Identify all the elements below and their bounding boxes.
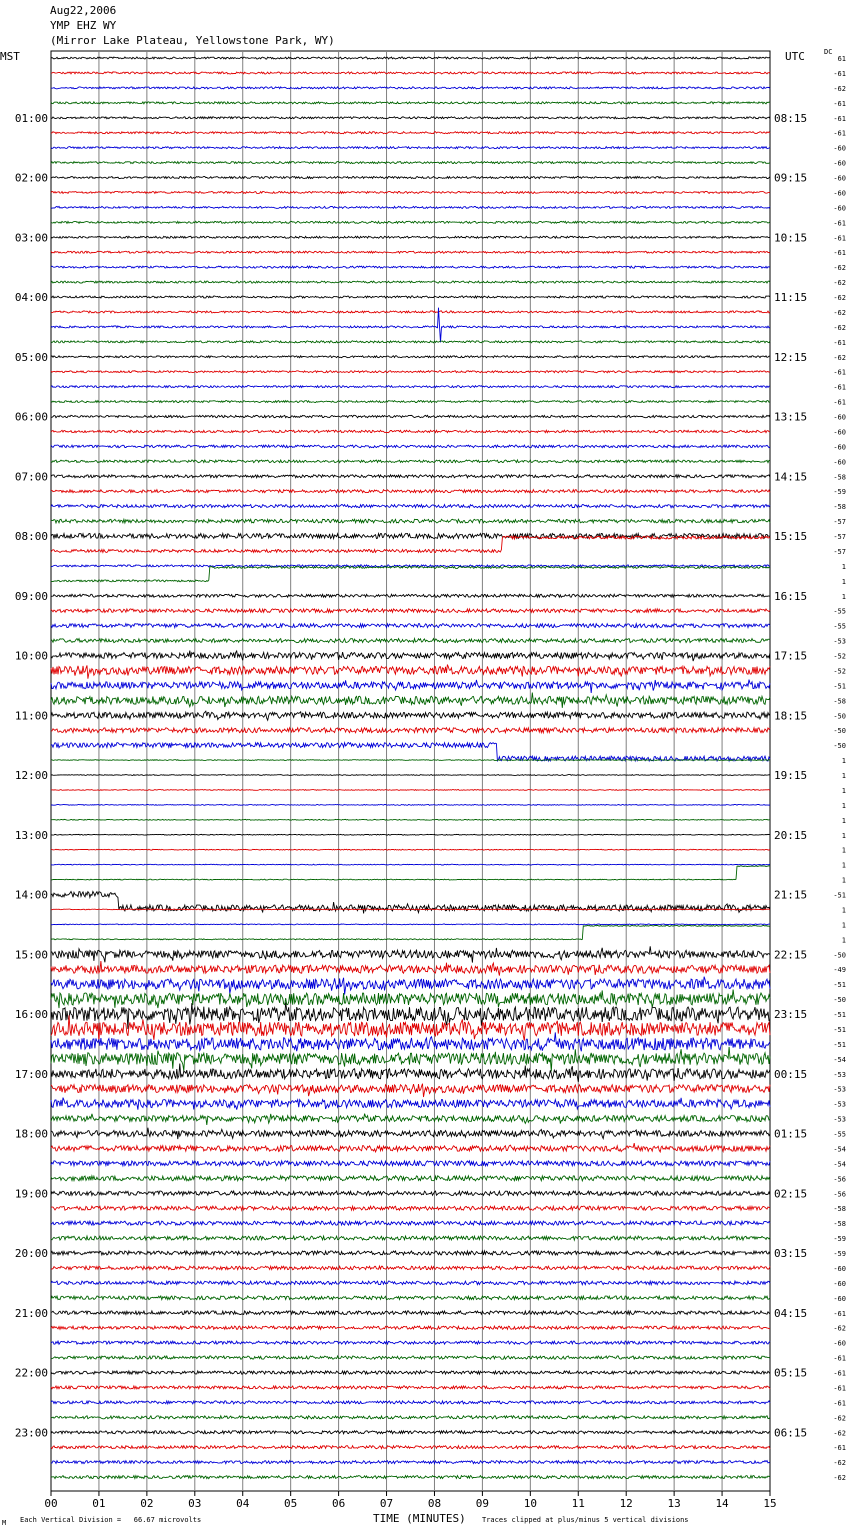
dc-offset-label: -62 bbox=[833, 1414, 846, 1423]
dc-offset-label: -50 bbox=[833, 742, 846, 751]
dc-offset-label: -54 bbox=[833, 1145, 846, 1154]
dc-offset-label: 1 bbox=[841, 757, 846, 766]
dc-offset-label: -62 bbox=[833, 308, 846, 317]
dc-offset-label: 61 bbox=[837, 55, 846, 63]
dc-offset-label: -55 bbox=[833, 607, 846, 616]
seismic-trace bbox=[51, 961, 770, 976]
dc-offset-label: -62 bbox=[833, 1459, 846, 1468]
dc-offset-label: -60 bbox=[833, 159, 846, 168]
seismic-trace bbox=[51, 296, 770, 298]
dc-offset-label: -60 bbox=[833, 1279, 846, 1288]
utc-hour-label: 12:15 bbox=[774, 350, 808, 364]
dc-offset-label: -61 bbox=[833, 129, 846, 138]
dc-offset-label: -60 bbox=[833, 428, 846, 437]
dc-offset-label: -59 bbox=[833, 1250, 846, 1258]
seismic-trace bbox=[51, 1371, 770, 1374]
seismic-trace bbox=[51, 805, 770, 806]
dc-offset-label: -52 bbox=[833, 652, 846, 661]
utc-hour-label: 02:15 bbox=[774, 1187, 808, 1201]
x-axis-title: TIME (MINUTES) bbox=[373, 1512, 466, 1525]
utc-hour-label: 15:15 bbox=[774, 530, 808, 543]
dc-offset-label: -61 bbox=[833, 1369, 846, 1378]
seismic-trace bbox=[51, 87, 770, 89]
utc-hour-label: 03:15 bbox=[774, 1247, 808, 1260]
x-tick-label: 14 bbox=[715, 1497, 729, 1510]
dc-offset-label: -51 bbox=[833, 682, 846, 691]
dc-offset-label: -54 bbox=[833, 1055, 846, 1064]
x-tick-label: 10 bbox=[523, 1497, 537, 1510]
seismic-trace bbox=[51, 609, 770, 613]
dc-offset-label: 1 bbox=[841, 906, 846, 915]
dc-offset-label: -61 bbox=[833, 1444, 846, 1453]
seismic-trace bbox=[51, 866, 770, 880]
x-tick-label: 01 bbox=[92, 1497, 106, 1510]
seismic-trace bbox=[51, 1143, 770, 1152]
dc-offset-label: -50 bbox=[833, 727, 846, 736]
dc-offset-label: -53 bbox=[833, 637, 846, 646]
seismic-trace bbox=[51, 236, 770, 238]
x-tick-label: 13 bbox=[667, 1497, 681, 1510]
seismic-trace bbox=[51, 311, 770, 313]
dc-offset-label: -50 bbox=[833, 712, 846, 721]
x-tick-label: 09 bbox=[475, 1497, 490, 1510]
seismic-trace bbox=[51, 191, 770, 193]
dc-offset-label: -50 bbox=[833, 996, 846, 1005]
dc-offset-label: -60 bbox=[833, 204, 846, 213]
utc-hour-label: 17:15 bbox=[774, 649, 808, 663]
seismic-trace bbox=[51, 266, 770, 268]
dc-offset-label: -62 bbox=[833, 294, 846, 302]
x-tick-label: 00 bbox=[44, 1497, 58, 1510]
dc-offset-label: -61 bbox=[833, 219, 846, 228]
utc-hour-label: 10:15 bbox=[774, 231, 808, 245]
seismic-trace bbox=[51, 743, 770, 761]
dc-offset-label: -62 bbox=[833, 264, 846, 273]
dc-offset-label: -60 bbox=[833, 189, 846, 198]
mst-hour-label: 10:00 bbox=[14, 649, 48, 663]
mst-hour-label: 09:00 bbox=[14, 589, 48, 603]
mst-hour-label: 03:00 bbox=[14, 231, 48, 245]
x-tick-label: 12 bbox=[619, 1497, 633, 1510]
left-timezone-label: MST bbox=[0, 50, 20, 63]
mst-hour-label: 11:00 bbox=[14, 709, 48, 723]
dc-offset-label: -60 bbox=[833, 458, 846, 467]
seismic-trace bbox=[51, 1476, 770, 1479]
mst-hour-label: 22:00 bbox=[14, 1366, 48, 1380]
dc-offset-label: -61 bbox=[833, 114, 846, 123]
seismic-trace bbox=[51, 624, 770, 628]
dc-offset-label: -51 bbox=[833, 891, 846, 900]
dc-offset-label: -62 bbox=[833, 1429, 846, 1438]
dc-offset-label: -62 bbox=[833, 84, 846, 93]
seismic-trace bbox=[51, 760, 770, 761]
seismic-trace bbox=[51, 132, 770, 134]
seismic-trace bbox=[51, 1161, 770, 1166]
seismic-trace bbox=[51, 206, 770, 208]
utc-hour-label: 08:15 bbox=[774, 111, 808, 125]
x-tick-label: 02 bbox=[140, 1497, 154, 1510]
seismic-trace bbox=[51, 651, 770, 662]
dc-offset-label: -62 bbox=[833, 279, 846, 288]
seismic-trace bbox=[51, 490, 770, 493]
dc-offset-label: -61 bbox=[833, 1399, 846, 1408]
seismic-trace bbox=[51, 1251, 770, 1255]
seismic-trace bbox=[51, 775, 770, 776]
dc-offset-label: -60 bbox=[833, 413, 846, 422]
seismic-trace bbox=[51, 790, 770, 791]
dc-offset-label: -51 bbox=[833, 981, 846, 990]
seismic-trace bbox=[51, 1326, 770, 1329]
seismic-trace bbox=[51, 925, 770, 939]
utc-hour-label: 14:15 bbox=[774, 470, 808, 484]
seismic-trace bbox=[51, 102, 770, 104]
dc-offset-label: 1 bbox=[841, 876, 846, 885]
seismic-trace bbox=[51, 460, 770, 463]
seismic-trace bbox=[51, 1431, 770, 1434]
seismic-trace bbox=[51, 680, 770, 693]
seismic-trace bbox=[51, 924, 770, 925]
seismic-trace bbox=[51, 147, 770, 149]
mst-hour-label: 05:00 bbox=[14, 350, 48, 364]
seismic-trace bbox=[51, 1191, 770, 1195]
clip-note: Traces clipped at plus/minus 5 vertical divisions bbox=[482, 1516, 689, 1524]
seismic-trace bbox=[51, 117, 770, 119]
seismic-trace bbox=[51, 519, 770, 523]
seismic-trace bbox=[51, 386, 770, 388]
dc-offset-label: -61 bbox=[833, 249, 846, 258]
seismic-trace bbox=[51, 1015, 770, 1042]
seismic-trace bbox=[51, 1221, 770, 1225]
dc-offset-label: -61 bbox=[833, 1384, 846, 1393]
seismic-trace bbox=[51, 566, 770, 581]
utc-hour-label: 23:15 bbox=[774, 1008, 808, 1021]
seismic-trace bbox=[51, 711, 770, 720]
seismic-trace bbox=[51, 1446, 770, 1449]
seismic-trace bbox=[51, 946, 770, 962]
x-tick-label: 04 bbox=[236, 1497, 250, 1510]
mst-hour-label: 06:00 bbox=[14, 410, 48, 424]
dc-offset-label: -54 bbox=[833, 1160, 846, 1169]
dc-offset-label: -51 bbox=[833, 1011, 846, 1019]
dc-offset-label: -51 bbox=[833, 1040, 846, 1049]
dc-offset-label: 1 bbox=[841, 846, 846, 855]
dc-offset-label: 1 bbox=[841, 921, 846, 930]
seismic-trace bbox=[51, 281, 770, 283]
dc-offset-label: -60 bbox=[833, 144, 846, 153]
mst-hour-label: 23:00 bbox=[14, 1426, 48, 1440]
x-tick-label: 15 bbox=[763, 1497, 777, 1510]
dc-offset-label: 1 bbox=[841, 577, 846, 586]
seismic-trace bbox=[51, 162, 770, 164]
dc-offset-label: -51 bbox=[833, 1025, 846, 1034]
mst-hour-label: 14:00 bbox=[14, 888, 48, 902]
seismic-trace bbox=[51, 415, 770, 417]
utc-hour-label: 20:15 bbox=[774, 828, 808, 842]
utc-hour-label: 05:15 bbox=[774, 1366, 808, 1380]
dc-offset-label: -53 bbox=[833, 1100, 846, 1109]
seismic-trace bbox=[51, 594, 770, 597]
dc-offset-label: -62 bbox=[833, 1324, 846, 1333]
x-tick-label: 08 bbox=[427, 1497, 442, 1510]
dc-offset-label: -56 bbox=[833, 1190, 846, 1199]
seismic-trace bbox=[51, 1176, 770, 1181]
utc-hour-label: 09:15 bbox=[774, 171, 808, 185]
dc-offset-label: -62 bbox=[833, 353, 846, 362]
dc-offset-label: -52 bbox=[833, 667, 846, 676]
seismic-trace bbox=[51, 1084, 770, 1097]
seismic-trace bbox=[51, 990, 770, 1009]
x-tick-label: 05 bbox=[284, 1497, 298, 1510]
dc-offset-label: -53 bbox=[833, 1115, 846, 1124]
seismic-trace bbox=[51, 1266, 770, 1270]
right-timezone-label: UTC bbox=[785, 50, 805, 63]
dc-offset-label: -61 bbox=[833, 234, 846, 243]
dc-offset-label: -57 bbox=[833, 518, 846, 527]
dc-offset-label: -61 bbox=[833, 69, 846, 78]
seismic-trace bbox=[51, 1356, 770, 1359]
dc-offset-label: -60 bbox=[833, 174, 846, 183]
seismic-trace bbox=[51, 892, 770, 914]
dc-offset-label: -55 bbox=[833, 1130, 846, 1139]
mst-hour-label: 20:00 bbox=[14, 1247, 48, 1260]
utc-hour-label: 11:15 bbox=[774, 291, 808, 304]
dc-offset-label: 1 bbox=[841, 772, 846, 780]
mst-hour-label: 04:00 bbox=[14, 291, 48, 304]
seismic-trace bbox=[51, 57, 770, 59]
seismic-trace bbox=[51, 177, 770, 179]
seismic-trace bbox=[51, 834, 770, 835]
seismic-trace bbox=[51, 849, 770, 850]
dc-offset-label: -56 bbox=[833, 1175, 846, 1184]
vertical-scale-note: Each Vertical Division = 66.67 microvolts bbox=[20, 1516, 202, 1524]
header-station: YMP EHZ WY bbox=[50, 19, 117, 32]
seismic-trace bbox=[51, 221, 770, 223]
seismic-trace bbox=[51, 977, 770, 995]
dc-offset-label: -55 bbox=[833, 622, 846, 631]
seismic-trace bbox=[51, 1386, 770, 1389]
x-tick-label: 06 bbox=[331, 1497, 346, 1510]
utc-hour-label: 21:15 bbox=[774, 888, 808, 902]
seismic-trace bbox=[51, 251, 770, 253]
dc-offset-label: -61 bbox=[833, 398, 846, 407]
seismic-trace bbox=[51, 430, 770, 432]
dc-offset-label: -61 bbox=[833, 368, 846, 377]
seismic-trace bbox=[51, 1114, 770, 1125]
utc-hour-label: 16:15 bbox=[774, 589, 808, 603]
dc-offset-label: 1 bbox=[841, 562, 846, 571]
dc-offset-label: -61 bbox=[833, 383, 846, 392]
seismic-trace bbox=[51, 341, 770, 343]
dc-offset-label: -58 bbox=[833, 1220, 846, 1229]
dc-offset-label: -57 bbox=[833, 533, 846, 541]
utc-hour-label: 06:15 bbox=[774, 1426, 808, 1440]
utc-hour-label: 01:15 bbox=[774, 1127, 808, 1141]
dc-offset-label: 1 bbox=[841, 936, 846, 945]
seismic-trace bbox=[51, 1296, 770, 1300]
dc-offset-label: -58 bbox=[833, 697, 846, 706]
dc-offset-label: -53 bbox=[833, 1070, 846, 1079]
seismic-trace bbox=[51, 639, 770, 643]
seismic-trace bbox=[51, 475, 770, 478]
dc-offset-label: -60 bbox=[833, 443, 846, 452]
mst-hour-label: 16:00 bbox=[14, 1008, 48, 1021]
dc-offset-label: -53 bbox=[833, 1085, 846, 1094]
dc-offset-label: -61 bbox=[833, 338, 846, 347]
seismic-trace bbox=[51, 1416, 770, 1419]
dc-offset-label: -49 bbox=[833, 966, 846, 975]
seismic-trace bbox=[51, 819, 770, 820]
dc-offset-label: -50 bbox=[833, 951, 846, 960]
seismic-trace bbox=[51, 505, 770, 508]
dc-offset-label: 1 bbox=[841, 786, 846, 795]
seismic-trace bbox=[51, 1064, 770, 1082]
header-location: (Mirror Lake Plateau, Yellowstone Park, WY) bbox=[50, 34, 335, 47]
mst-hour-label: 21:00 bbox=[14, 1306, 48, 1320]
dc-offset-label: -60 bbox=[833, 1339, 846, 1348]
utc-hour-label: 00:15 bbox=[774, 1067, 808, 1081]
seismic-trace bbox=[51, 1311, 770, 1315]
dc-offset-label: 1 bbox=[841, 801, 846, 810]
seismic-trace bbox=[51, 1047, 770, 1071]
seismic-trace bbox=[51, 1461, 770, 1464]
x-tick-label: 11 bbox=[571, 1497, 585, 1510]
seismic-trace bbox=[51, 1032, 770, 1051]
dc-offset-label: -57 bbox=[833, 547, 846, 556]
seismic-trace bbox=[51, 1236, 770, 1240]
mst-hour-label: 19:00 bbox=[14, 1187, 48, 1201]
seismic-trace bbox=[51, 371, 770, 373]
dc-offset-label: -60 bbox=[833, 1294, 846, 1303]
utc-hour-label: 18:15 bbox=[774, 709, 808, 723]
seismic-trace bbox=[51, 445, 770, 448]
mst-hour-label: 13:00 bbox=[14, 828, 48, 842]
mst-hour-label: 12:00 bbox=[14, 769, 48, 782]
mst-hour-label: 08:00 bbox=[14, 530, 48, 543]
mst-hour-label: 07:00 bbox=[14, 470, 48, 484]
seismic-trace bbox=[51, 864, 770, 865]
mst-hour-label: 18:00 bbox=[14, 1127, 48, 1141]
seismic-trace bbox=[51, 1098, 770, 1110]
mst-hour-label: 15:00 bbox=[14, 948, 48, 962]
dc-offset-label: -59 bbox=[833, 488, 846, 497]
dc-offset-label: -62 bbox=[833, 323, 846, 332]
seismic-trace bbox=[51, 1341, 770, 1344]
mst-hour-label: 17:00 bbox=[14, 1067, 48, 1081]
dc-offset-label: 1 bbox=[841, 592, 846, 601]
dc-offset-label: -60 bbox=[833, 1264, 846, 1273]
seismic-trace bbox=[51, 356, 770, 358]
utc-hour-label: 04:15 bbox=[774, 1306, 808, 1320]
header-date: Aug22,2006 bbox=[50, 4, 117, 17]
seismic-trace bbox=[51, 1206, 770, 1210]
dc-offset-label: -61 bbox=[833, 1354, 846, 1363]
seismic-trace bbox=[51, 728, 770, 733]
dc-offset-label: -59 bbox=[833, 1235, 846, 1244]
dc-offset-label: 1 bbox=[841, 861, 846, 870]
seismic-trace bbox=[51, 72, 770, 74]
utc-hour-label: 19:15 bbox=[774, 769, 808, 782]
dc-header-label: DC bbox=[824, 48, 833, 56]
mst-hour-label: 01:00 bbox=[14, 111, 48, 125]
dc-offset-label: 1 bbox=[841, 816, 846, 825]
utc-hour-label: 22:15 bbox=[774, 948, 808, 962]
seismic-trace bbox=[51, 1401, 770, 1404]
dc-offset-label: 1 bbox=[841, 831, 846, 840]
mst-hour-label: 02:00 bbox=[14, 171, 48, 185]
x-tick-label: 07 bbox=[379, 1497, 394, 1510]
dc-offset-label: -61 bbox=[833, 99, 846, 108]
dc-offset-label: -58 bbox=[833, 473, 846, 482]
seismic-trace bbox=[51, 665, 770, 679]
corner-mark: M bbox=[2, 1519, 7, 1527]
seismic-trace bbox=[51, 693, 770, 708]
dc-offset-label: -58 bbox=[833, 503, 846, 512]
dc-offset-label: -62 bbox=[833, 1474, 846, 1483]
seismic-trace bbox=[51, 1281, 770, 1285]
dc-offset-label: -58 bbox=[833, 1205, 846, 1214]
utc-hour-label: 13:15 bbox=[774, 410, 808, 424]
dc-offset-label: -61 bbox=[833, 1309, 846, 1318]
x-tick-label: 03 bbox=[188, 1497, 202, 1510]
seismic-trace bbox=[51, 401, 770, 403]
seismic-trace bbox=[51, 1128, 770, 1139]
